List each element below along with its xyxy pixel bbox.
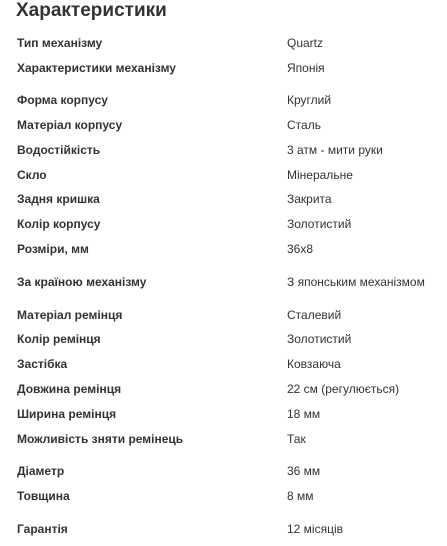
spec-row-back-cover [0, 189, 447, 209]
spec-label: За країною механізму [17, 275, 147, 289]
spec-label: Гарантія [17, 522, 68, 536]
spec-value: Золотистий [287, 217, 352, 231]
spec-row-removable-strap [0, 429, 447, 449]
spec-row-strap-length [0, 379, 447, 399]
spec-row-strap-width [0, 404, 447, 424]
spec-value: Закрита [287, 192, 332, 206]
spec-label: Колір ремінця [17, 332, 101, 346]
spec-row-clasp [0, 354, 447, 374]
spec-value: Quartz [287, 36, 324, 50]
spec-label: Задня кришка [17, 192, 100, 206]
spec-value: 18 мм [287, 407, 321, 421]
spec-label: Застібка [17, 357, 68, 371]
spec-label: Водостійкість [17, 143, 101, 157]
spec-value: Сталь [287, 118, 321, 132]
spec-value: 8 мм [287, 489, 314, 503]
spec-label: Діаметр [17, 464, 65, 478]
spec-row-mechanism-country [0, 272, 447, 292]
spec-value: 22 см (регулюється) [287, 382, 400, 396]
spec-value: Ковзаюча [287, 357, 341, 371]
spec-row-strap-color [0, 329, 447, 349]
spec-value: 36 мм [287, 464, 321, 478]
spec-row-dimensions [0, 239, 447, 259]
spec-label: Скло [17, 168, 47, 182]
spec-label: Розміри, мм [17, 242, 89, 256]
spec-row-strap-material [0, 305, 447, 325]
spec-value: Так [287, 432, 306, 446]
spec-label: Можливість зняти ремінець [17, 432, 184, 446]
spec-row-case-color [0, 214, 447, 234]
spec-value: 36x8 [287, 242, 314, 256]
spec-row-water-resistance [0, 140, 447, 160]
spec-value: Японія [287, 61, 325, 75]
spec-value: 12 місяців [287, 522, 344, 536]
spec-label: Ширина ремінця [17, 407, 117, 421]
spec-row-case-shape [0, 90, 447, 110]
spec-value: 3 атм - мити руки [287, 143, 383, 157]
spec-value: Мінеральне [287, 168, 353, 182]
spec-value: З японським механізмом [287, 275, 425, 289]
spec-label: Матеріал ремінця [17, 308, 123, 322]
spec-row-mechanism-type [0, 33, 447, 53]
spec-value: Круглий [287, 93, 332, 107]
spec-label: Колір корпусу [17, 217, 101, 231]
spec-label: Матеріал корпусу [17, 118, 123, 132]
spec-label: Тип механізму [17, 36, 103, 50]
spec-row-warranty [0, 519, 447, 539]
spec-value: Золотистий [287, 332, 352, 346]
spec-row-mechanism-characteristics [0, 58, 447, 78]
spec-row-case-material [0, 115, 447, 135]
spec-label: Товщина [17, 489, 70, 503]
spec-row-glass [0, 165, 447, 185]
spec-label: Довжина ремінця [17, 382, 122, 396]
page-title: Характеристики [16, 0, 167, 21]
spec-label: Характеристики механізму [17, 61, 176, 75]
spec-row-thickness [0, 486, 447, 506]
spec-label: Форма корпусу [17, 93, 108, 107]
spec-value: Сталевий [287, 308, 342, 322]
spec-row-diameter [0, 461, 447, 481]
